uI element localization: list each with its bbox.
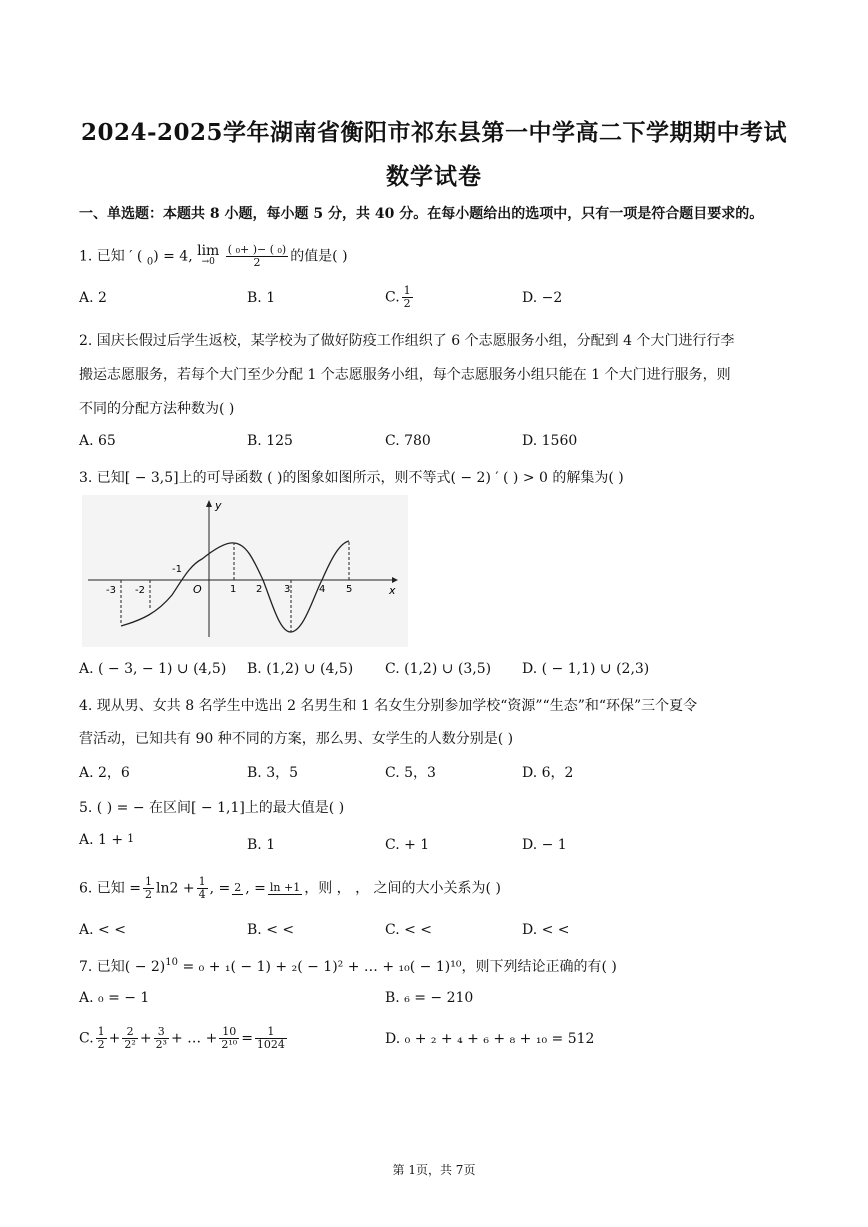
q6-post: ，则 ， ， 之间的大小关系为( ) <box>304 880 501 897</box>
q4-line-1: 4. 现从男、女共 8 名学生中选出 2 名男生和 1 名女生分别参加学校“资源”“生态”和“环保”三个夏令 <box>79 698 698 714</box>
tick-neg3: -3 <box>106 585 116 596</box>
q1-frac-den: 2 <box>253 256 261 269</box>
q7-option-a: A. ₀ = − 1 <box>79 990 150 1006</box>
graph-background <box>82 495 408 647</box>
q6-frac-4 <box>268 882 302 895</box>
q2-line-3: 不同的分配方法种数为( ) <box>79 401 235 417</box>
q1-option-c-label: C. <box>385 289 400 306</box>
q7-c-frac-2-num: 2 <box>122 1026 137 1039</box>
origin-label: O <box>193 583 202 596</box>
q5-option-d: D. − 1 <box>522 837 567 853</box>
q6-frac-3 <box>232 882 243 895</box>
q7-c-frac-2-den: 2² <box>124 1038 136 1051</box>
q1-limit <box>197 242 220 268</box>
tick-2: 2 <box>256 584 263 595</box>
question-1 <box>79 244 348 269</box>
q3-option-b: B. (1,2) ∪ (4,5) <box>247 661 354 677</box>
q5-text: 5. ( ) = − 在区间[ − 1,1]上的最大值是( ) <box>79 800 345 816</box>
q4-option-d: D. 6，2 <box>522 765 574 781</box>
question-7 <box>79 956 617 976</box>
q3-option-d: D. ( − 1,1) ∪ (2,3) <box>522 661 650 677</box>
x-axis-label: x <box>389 584 396 597</box>
q3-text: 3. 已知[ − 3,5]上的可导函数 ( )的图象如图所示，则不等式( − 2) ′ ( ) > 0 的解集为( ) <box>79 470 624 486</box>
q1-lim-under: →0 <box>201 256 215 267</box>
q1-option-d: D. −2 <box>522 290 563 306</box>
q6-frac-2-den: 4 <box>198 888 206 901</box>
tick-neg2: -2 <box>135 585 145 596</box>
q5-option-a-num: 1 <box>127 832 135 845</box>
q7-prefix: 7. 已知( − 2) <box>79 959 166 975</box>
q2-option-b: B. 125 <box>247 433 293 449</box>
q6-frac-1 <box>143 876 154 901</box>
q4-line-2: 营活动，已知共有 90 种不同的方案，那么男、女学生的人数分别是( ) <box>79 731 514 747</box>
q7-c-frac-1-den: 2 <box>97 1038 105 1051</box>
q7-c-frac-3 <box>154 1026 169 1051</box>
question-6 <box>79 876 501 901</box>
q7-option-c-label: C. <box>79 1030 94 1047</box>
q7-c-frac-3-den: 2³ <box>155 1038 167 1051</box>
tick-5: 5 <box>346 584 353 595</box>
q7-c-frac-1-num: 1 <box>97 1025 105 1038</box>
q6-prefix: 6. 已知 = <box>79 880 141 897</box>
q1-frac-num: ( ₀+ )− ( ₀) <box>227 243 287 256</box>
q2-option-c: C. 780 <box>385 433 431 449</box>
q5-option-a-label: A. 1 + <box>79 832 124 848</box>
tick-4: 4 <box>319 584 326 595</box>
q6-frac-1-den: 2 <box>145 888 152 901</box>
tick-neg1: -1 <box>172 564 182 575</box>
q7-c-frac-eq <box>255 1026 287 1051</box>
exam-subtitle: 数学试卷 <box>386 163 482 190</box>
q6-frac-2-num: 1 <box>198 875 206 888</box>
q4-option-b: B. 3，5 <box>247 765 299 781</box>
q7-c-frac-3-num: 3 <box>154 1026 169 1039</box>
q1-option-c-num: 1 <box>403 284 411 297</box>
q2-line-1: 2. 国庆长假过后学生返校，某学校为了做好防疫工作组织了 6 个志愿服务小组，分配到 4 个大门进行行李 <box>79 333 735 349</box>
q7-c-frac-eq-num: 1 <box>255 1026 287 1039</box>
q4-option-c: C. 5，3 <box>385 765 436 781</box>
q7-c-frac-last-num: 10 <box>219 1026 239 1039</box>
exam-title: 2024-2025学年湖南省衡阳市祁东县第一中学高二下学期期中考试 <box>80 119 788 146</box>
q2-option-a: A. 65 <box>79 433 116 449</box>
q7-option-d: D. ₀ + ₂ + ₄ + ₆ + ₈ + ₁₀ = 512 <box>385 1031 595 1047</box>
q6-frac-2 <box>197 876 208 901</box>
q6-mid-1: ln2 + <box>156 880 195 897</box>
q7-option-c: C. $\frac{1}{2}$ + $\frac{2}{\text{2²}}$ + $\frac{3}{\text{2³}}$ + … + $\frac{10}{\text{2¹⁰}}$ = $\frac{1}{1024}$ <box>79 1025 285 1051</box>
q1-sub: 0 <box>146 256 154 268</box>
q5-option-a <box>79 832 138 848</box>
page-footer: 第 1页，共 7页 <box>392 1163 476 1177</box>
q1-option-c <box>385 285 415 310</box>
q1-option-a: A. 2 <box>79 290 107 306</box>
q3-option-c: C. (1,2) ∪ (3,5) <box>385 661 492 677</box>
q1-option-b: B. 1 <box>247 290 276 306</box>
q6-option-c: C. < < <box>385 922 433 938</box>
q7-option-b: B. ₆ = − 210 <box>385 990 474 1006</box>
q6-mid-3: , = <box>245 880 266 897</box>
q7-c-frac-last <box>219 1026 239 1051</box>
q7-sup: 10 <box>165 957 179 968</box>
q1-fraction <box>226 244 288 269</box>
q3-option-a: A. ( − 3, − 1) ∪ (4,5) <box>79 661 227 677</box>
q1-lim-text: lim <box>197 242 220 259</box>
q6-frac-4-num: ln +1 <box>269 881 301 894</box>
q7-c-frac-2 <box>122 1026 137 1051</box>
q2-line-2: 搬运志愿服务，若每个大门至少分配 1 个志愿服务小组，每个志愿服务小组只能在 1 个大门进行服务，则 <box>79 367 731 383</box>
q6-option-a: A. < < <box>79 922 126 938</box>
q1-option-c-frac <box>402 285 413 310</box>
q1-prefix: 1. 已知 ′ ( <box>79 248 147 265</box>
q7-c-dots: + … + <box>170 1030 218 1047</box>
tick-3: 3 <box>284 584 291 595</box>
q1-option-c-den: 2 <box>403 297 411 310</box>
y-axis-label: y <box>215 499 222 512</box>
q7-c-frac-last-den: 2¹⁰ <box>221 1038 238 1051</box>
q7-c-frac-1 <box>96 1026 107 1051</box>
q6-option-d: D. < < <box>522 922 570 938</box>
q1-mid: ) = 4, <box>153 248 198 265</box>
q6-frac-3-num: 2 <box>234 881 242 894</box>
q2-option-d: D. 1560 <box>522 433 578 449</box>
q4-option-a: A. 2，6 <box>79 765 130 781</box>
q7-c-frac-eq-den: 1024 <box>256 1038 285 1051</box>
q6-frac-1-num: 1 <box>145 875 152 888</box>
tick-1: 1 <box>230 584 237 595</box>
q3-function-graph <box>82 495 408 647</box>
q5-option-c: C. + 1 <box>385 837 430 853</box>
section-heading: 一、单选题：本题共 8 小题，每小题 5 分，共 40 分。在每小题给出的选项中，只有一项是符合题目要求的。 <box>79 206 764 222</box>
q6-option-b: B. < < <box>247 922 295 938</box>
q1-post: 的值是( ) <box>290 248 348 265</box>
q5-option-b: B. 1 <box>247 837 276 853</box>
q6-mid-2: , = <box>209 880 231 897</box>
q5-option-a-frac <box>125 833 136 845</box>
q7-post: = ₀ + ₁( − 1) + ₂( − 1)² + … + ₁₀( − 1)¹⁰，则下列结论正确的有( ) <box>178 959 617 975</box>
